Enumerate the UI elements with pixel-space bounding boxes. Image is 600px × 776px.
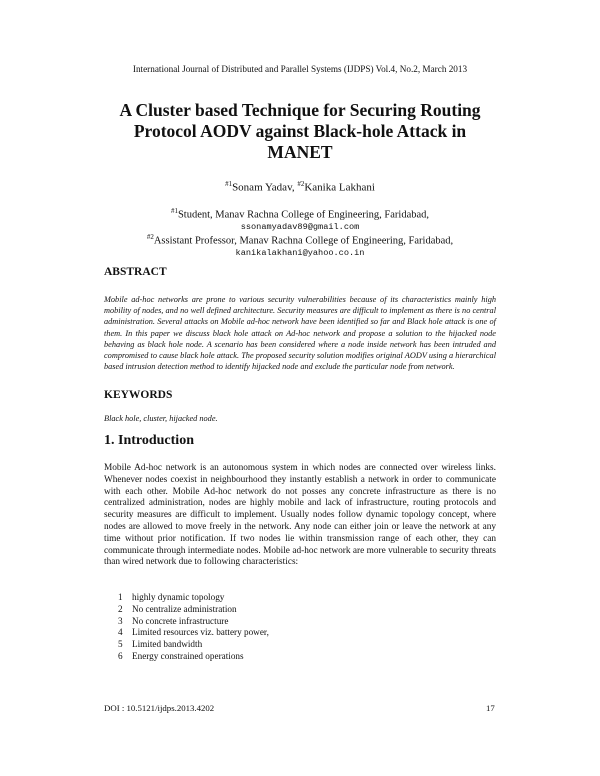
author-2-marker: #2 xyxy=(297,180,305,188)
list-item-text: No concrete infrastructure xyxy=(132,615,229,626)
title-line: A Cluster based Technique for Securing Routing xyxy=(119,100,481,120)
list-item xyxy=(118,639,269,651)
list-item xyxy=(118,627,269,639)
author-1-marker: #1 xyxy=(225,180,233,188)
list-item-number: 5 xyxy=(118,639,123,650)
affiliation-2-marker: #2 xyxy=(146,233,154,241)
list-item-number: 2 xyxy=(118,603,123,614)
abstract-heading: ABSTRACT xyxy=(104,266,167,278)
author-1-email: ssonamyadav89@gmail.com xyxy=(240,222,360,232)
list-item-text: No centralize administration xyxy=(132,603,237,614)
introduction-paragraph: Mobile Ad-hoc network is an autonomous system in which nodes are connected over wireless links. Whenever nodes coexist in neighbourhood they instantly establish a network in order to communicate with each other. Mobile Ad-hoc network do not posses any concrete infrastructure as there is no centralized administration, nodes are highly mobile and lack of infrastructure, routing protocols and security measures are difficult to implement. Usually nodes follow dynamic topology concept, where nodes are allowed to move freely in the network. Any node can either join or leave the network at any time without prior notification. If two nodes lie within transmission range of each other, they can communicate through intermediate nodes. Mobile ad-hoc network are more vulnerable to security threats than wired network due to following characteristics: xyxy=(104,463,496,568)
characteristics-list xyxy=(118,592,269,663)
author-1-name: Sonam Yadav, xyxy=(232,181,295,194)
footer-doi: DOI : 10.5121/ijdps.2013.4202 xyxy=(104,703,215,713)
keywords-heading: KEYWORDS xyxy=(104,389,173,401)
list-item xyxy=(118,592,269,604)
paper-title xyxy=(90,100,510,163)
abstract-text: Mobile ad-hoc networks are prone to various security vulnerabilities because of its characteristics mainly high mobility of nodes, and no well defined architecture. Security measures are difficult to implement as there is no central administration. Several attacks on Mobile ad-hoc network have been identified so far and Black hole attack is one of them. In this paper we discuss black hole attack on Ad-hoc network and propose a solution to the hijacked node behaving as black hole node. A scenario has been considered where a node inside network has been intruded and compromised to cause black hole attack. The proposed security solution modifies original AODV using a hierarchical based intrusion detection method to identify hijacked node and exclude the particular node from network. xyxy=(104,295,496,372)
list-item-text: Limited bandwidth xyxy=(132,639,203,650)
section-heading-introduction: 1. Introduction xyxy=(104,433,194,448)
affiliation-2 xyxy=(0,233,600,247)
list-item xyxy=(118,604,269,616)
affiliation-1 xyxy=(0,207,600,221)
list-item-text: highly dynamic topology xyxy=(132,592,225,602)
list-item xyxy=(118,616,269,628)
affiliation-2-text: Assistant Professor, Manav Rachna College of Engineering, Faridabad, xyxy=(153,235,454,247)
author-2-email: kanikalakhani@yahoo.co.in xyxy=(235,248,365,258)
title-line: Protocol AODV against Black-hole Attack in xyxy=(133,121,467,141)
journal-header: International Journal of Distributed and Parallel Systems (IJDPS) Vol.4, No.2, March 2013 xyxy=(132,64,468,74)
list-item-text: Limited resources viz. battery power, xyxy=(132,627,269,638)
list-item-number: 1 xyxy=(118,592,123,602)
page-number: 17 xyxy=(486,703,495,713)
list-item-number: 4 xyxy=(118,627,123,638)
title-line: MANET xyxy=(267,142,333,162)
list-item-number: 3 xyxy=(118,615,123,626)
affiliation-1-marker: #1 xyxy=(170,207,178,215)
keywords-text: Black hole, cluster, hijacked node. xyxy=(104,414,218,423)
author-2-name: Kanika Lakhani xyxy=(304,181,375,194)
list-item xyxy=(118,651,269,663)
list-item-text: Energy constrained operations xyxy=(132,650,244,661)
affiliation-1-text: Student, Manav Rachna College of Engineering, Faridabad, xyxy=(177,209,430,221)
author-list xyxy=(0,180,600,194)
list-item-number: 6 xyxy=(118,650,123,661)
